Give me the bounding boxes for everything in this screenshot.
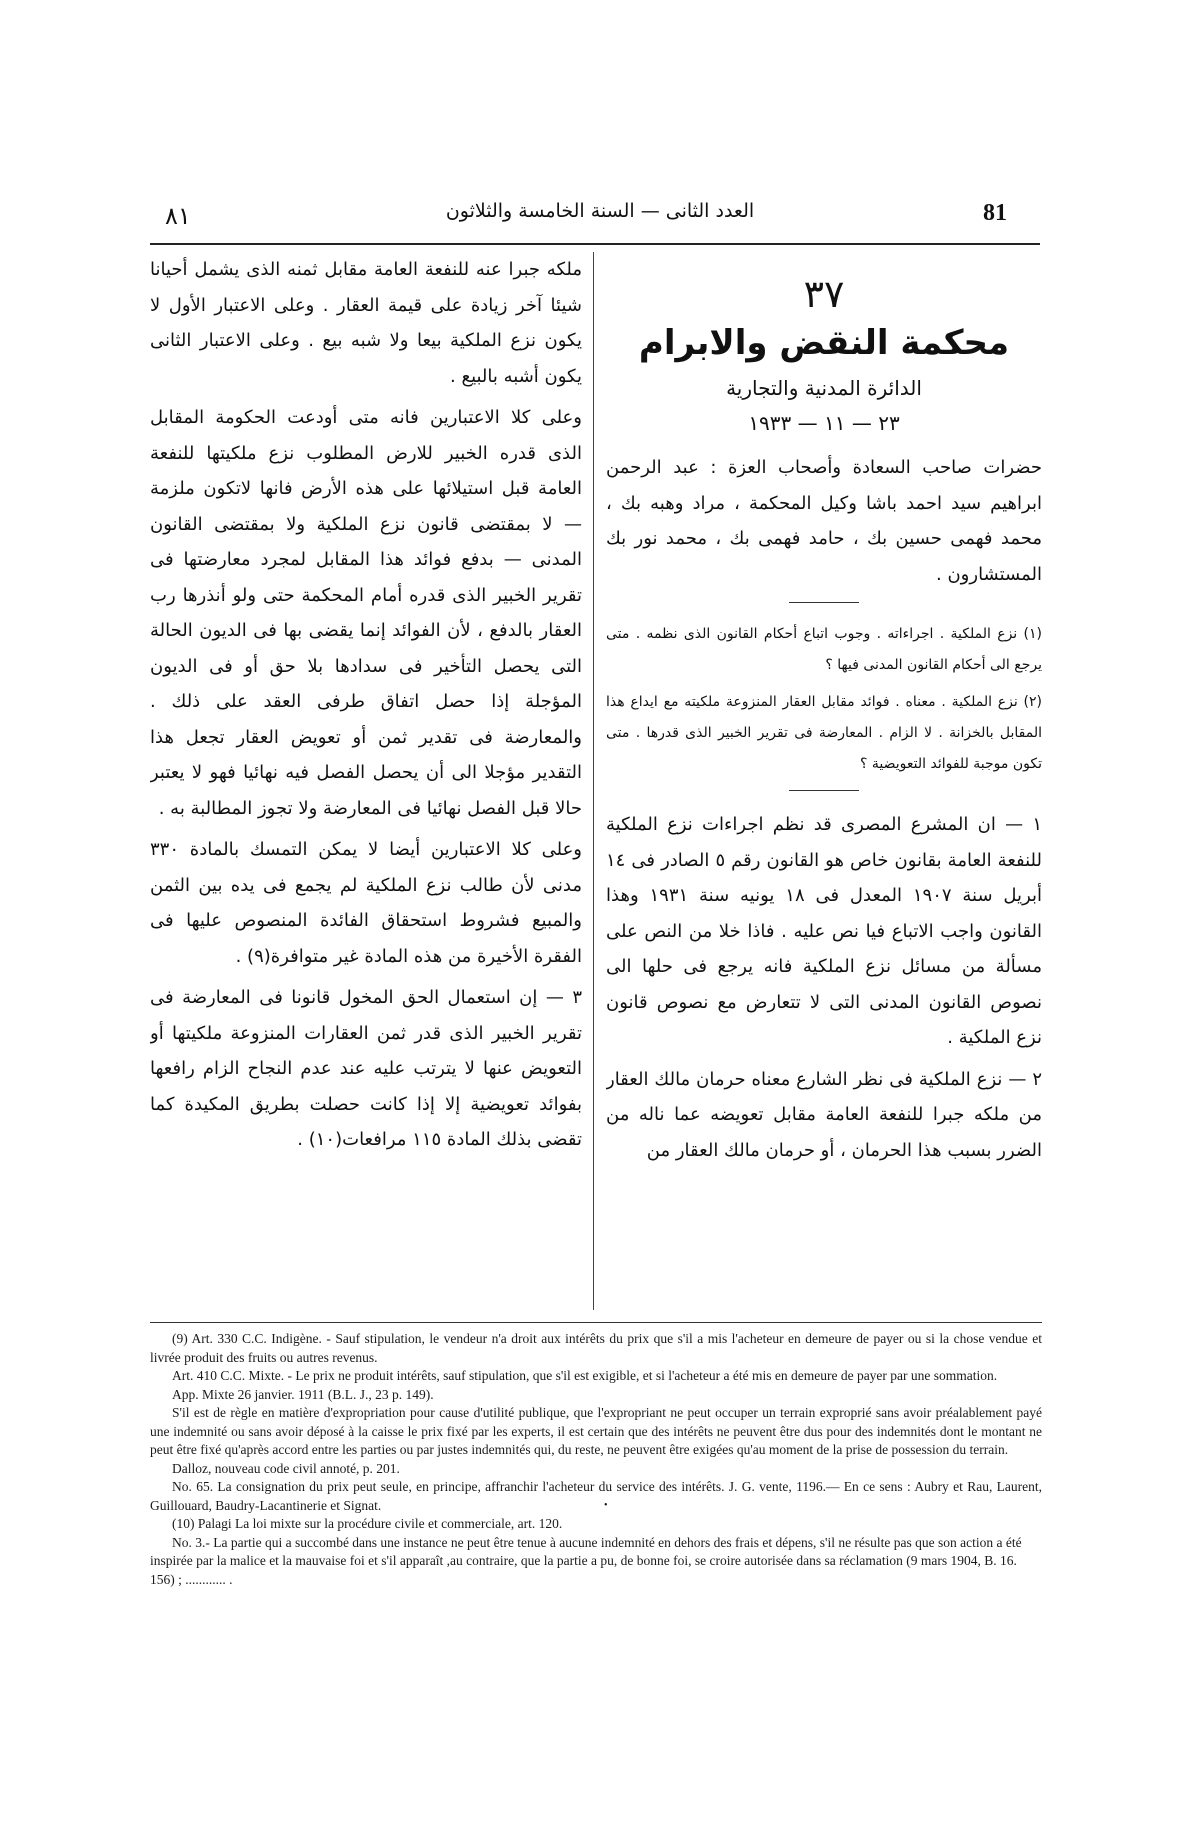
separator-rule-2: [789, 790, 859, 791]
page-number-arabic: ٨١: [165, 202, 191, 230]
header-rule: [150, 243, 1040, 245]
page-number-latin: 81: [983, 200, 1007, 226]
left-paragraph-2: وعلى كلا الاعتبارين فانه متى أودعت الحكومة المقابل الذى قدره الخبير للارض المطلوب نزع ملكيتها للنفعة العامة قبل استيلائها على هذه الأرض فانها لاتكون ملزمة — لا بمقتضى قانون نزع الملكية ولا بمقتضى القانون المدنى — بدفع فوائد هذا المقابل لمجرد معارضتها فى تقرير الخبير الذى قدره أمام المحكمة حتى ولو أنذرها رب العقار بالدفع ، لأن الفوائد إنما يقضى بها فى الديون الحالة التى يحصل التأخير فى سدادها بلا حق أو فى الديون المؤجلة إذا حصل اتفاق طرفى العقد على ذلك . والمعارضة فى تقدير ثمن أو تعويض العقار تجعل هذا التقدير مؤجلا الى أن يحصل الفصل فيه نهائيا فهو لا يعتبر حالا قبل الفصل نهائيا فى المعارضة ولا تجوز المطالبة به .: [150, 407, 582, 819]
footnote-no-3: No. 3.- La partie qui a succombé dans une instance ne peut être tenue à aucune indemnité en dehors des frais et dépens, s'il ne résulte pas que son action a été inspirée par la malice et la mauvaise foi et s'il apparaît ,au contraire, que la partie a pu, de bonne foi, se croire autorisée dans sa réclamation (9 mars 1904, B. 16. 156) ; ............ .: [150, 1534, 1022, 1587]
case-number: ٣٧: [803, 272, 845, 316]
holding-paragraph-1: ١ — ان المشرع المصرى قد نظم اجراءات نزع الملكية للنفعة العامة بقانون خاص هو القانون رقم ٥ الصادر فى ١٤ أبريل سنة ١٩٠٧ المعدل فى ١٨ يونيه سنة ١٩٣١ وهذا القانون واجب الاتباع فيا نص عليه . فاذا خلا من النص على مسألة من مسائل نزع الملكية فانه يرجع فى حلها الى نصوص القانون المدنى التى لا تتعارض مع نصوص قانون نزع الملكية .: [606, 814, 1042, 1048]
footnotes: [150, 1330, 1042, 1589]
left-paragraph-4: ٣ — إن استعمال الحق المخول قانونا فى المعارضة فى تقرير الخبير الذى قدر ثمن العقارات المنزوعة ملكيتها أو التعويض عنها لا يترتب عليه عند عدم النجاح الزام رافعها بفوائد تعويضية إلا إذا كانت حصلت بطريق المكيدة كما تقضى بذلك المادة ١١٥ مرافعات(١٠) .: [150, 987, 582, 1150]
footnote-10: (10) Palagi La loi mixte sur la procédure civile et commerciale, art. 120.: [172, 1516, 563, 1531]
footnote-9: (9) Art. 330 C.C. Indigène. - Sauf stipulation, le vendeur n'a droit aux intérêts du prix que s'il a mis l'acheteur en demeure de payer ou si la chose vendue et livrée produit des fruits ou autres revenus.: [150, 1331, 1042, 1365]
separator-rule: [789, 602, 859, 603]
footnote-app-mixte: App. Mixte 26 janvier. 1911 (B.L. J., 23 p. 149).: [172, 1386, 434, 1402]
summary-1: (١) نزع الملكية . اجراءاته . وجوب اتباع أحكام القانون الذى نظمه . متى يرجع الى أحكام القانون المدنى فيها ؟: [606, 626, 1042, 673]
right-column: [606, 252, 1042, 1312]
running-header-title: العدد الثانى — السنة الخامسة والثلاثون: [445, 200, 755, 222]
left-paragraph-3: وعلى كلا الاعتبارين أيضا لا يمكن التمسك بالمادة ٣٣٠ مدنى لأن طالب نزع الملكية لم يجمع فى يده بين الثمن والمبيع فشروط استحقاق الفائدة المنصوص عليها فى الفقرة الأخيرة من هذه المادة غير متوافرة(٩) .: [150, 839, 582, 967]
column-divider: [593, 252, 594, 1310]
footnote-no-65: No. 65. La consignation du prix peut seule, en principe, affranchir l'acheteur du service des intérêts. J. G. vente, 1196.— En ce sens : Aubry et Rau, Laurent, Guillouard, Baudry-Lacantinerie et Signat.: [150, 1479, 1042, 1513]
page-signature-mark: •: [604, 1500, 608, 1511]
summary-2: (٢) نزع الملكية . معناه . فوائد مقابل العقار المنزوعة ملكيته مع ايداع هذا المقابل بالخزانة . لا الزام . المعارضة فى تقرير الخبير الذى قدرها . متى تكون موجبة للفوائد التعويضية ؟: [606, 694, 1042, 772]
holding-paragraph-2: ٢ — نزع الملكية فى نظر الشارع معناه حرمان مالك العقار من ملكه جبرا للنفعة العامة مقابل تعويضه عما ناله من الضرر بسبب هذا الحرمان ، أو حرمان مالك العقار من: [606, 1068, 1042, 1161]
footnote-art-410: Art. 410 C.C. Mixte. - Le prix ne produit intérêts, sauf stipulation, que s'il est exigible, et si l'acheteur a été mis en demeure de payer par une sommation.: [172, 1368, 998, 1383]
judges-paragraph: حضرات صاحب السعادة وأصحاب العزة : عبد الرحمن ابراهيم سيد احمد باشا وكيل المحكمة ، مراد وهبه بك ، محمد فهمى حسين بك ، حامد فهمى بك ، محمد نور بك المستشارون .: [606, 457, 1042, 585]
footnote-rule: [150, 1322, 1042, 1323]
left-column: [150, 252, 582, 1312]
footnote-dalloz: Dalloz, nouveau code civil annoté, p. 201.: [172, 1460, 400, 1476]
footnote-expropriation: S'il est de règle en matière d'expropriation pour cause d'utilité publique, que l'expropriant ne peut occuper un terrain exproprié sans avoir préalablement payé une indemnité ou sans avoir déposé à la caisse le prix fixé par les experts, il est certain que des intérêts ne peuvent être dus pour des indemnités dont le montant ne peut être fixé qu'après accord entre les parties ou par justes indemnités qui, du reste, ne peuvent être exigées qu'au moment de la prise de possession du terrain.: [150, 1405, 1042, 1457]
court-name: محكمة النقض والابرام: [638, 323, 1010, 363]
left-paragraph-1: ملكه جبرا عنه للنفعة العامة مقابل ثمنه الذى يشمل أحيانا شيئا آخر زيادة على قيمة العقار . وعلى الاعتبار الأول لا يكون نزع الملكية بيعا ولا شبه بيع . وعلى الاعتبار الثانى يكون أشبه بالبيع .: [150, 259, 582, 387]
court-circuit: الدائرة المدنية والتجارية: [726, 376, 922, 400]
judgment-date: ٢٣ — ١١ — ١٩٣٣: [748, 411, 900, 435]
